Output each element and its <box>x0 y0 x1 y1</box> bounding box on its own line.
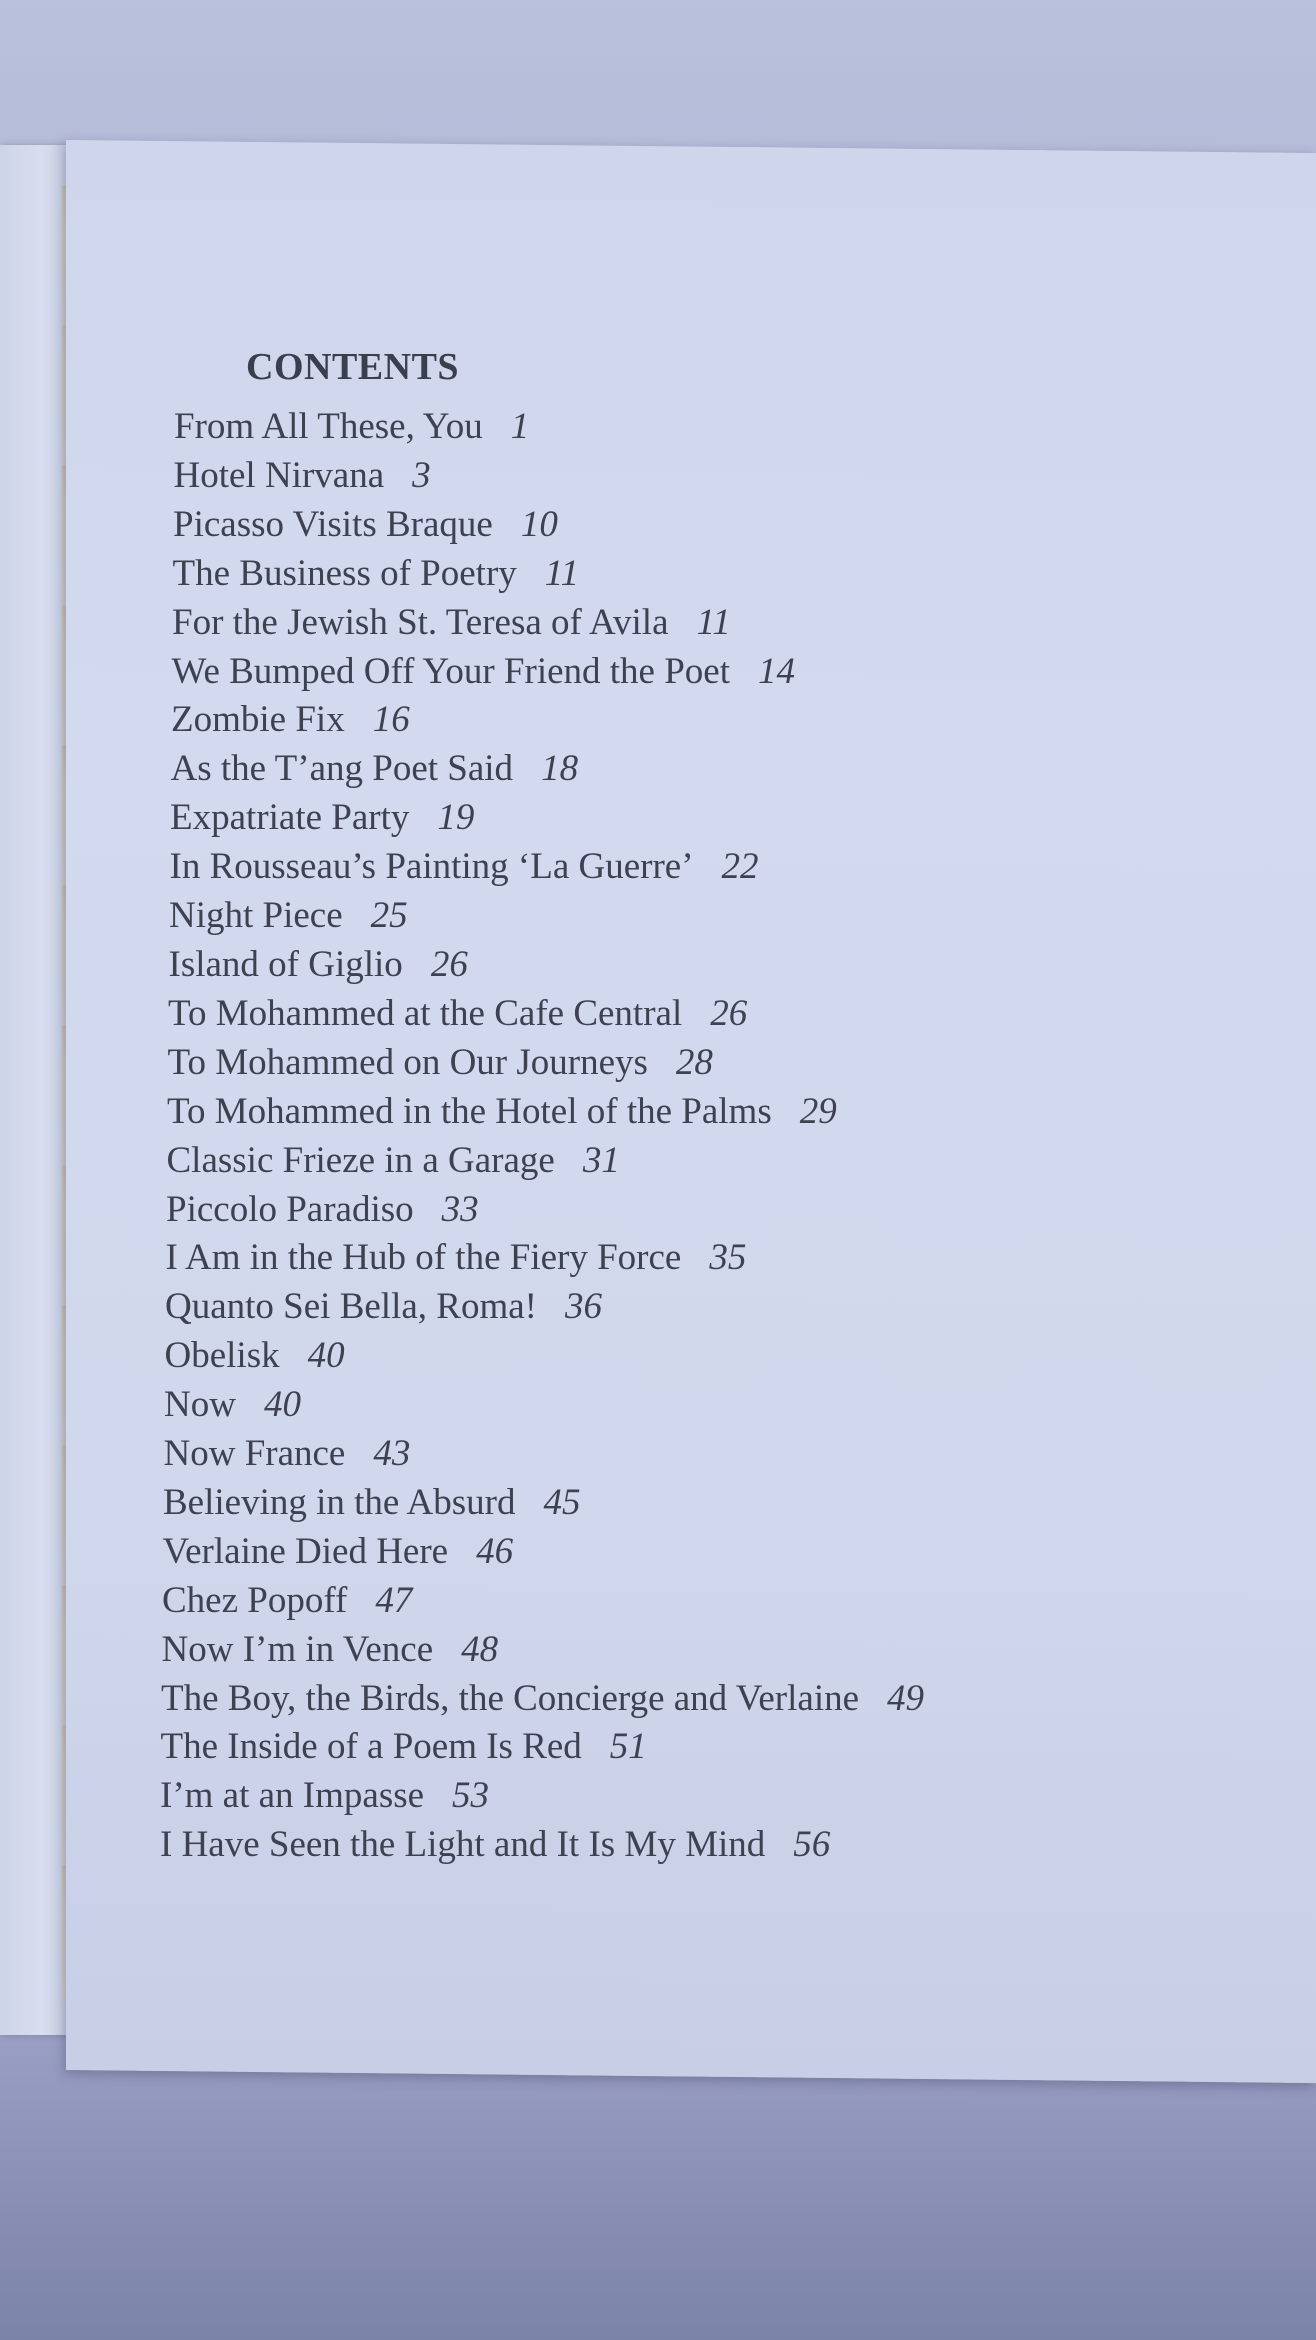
contents-entry <box>160 941 1210 990</box>
entry-title: Hotel Nirvana <box>173 454 385 496</box>
entry-title: Island of Giglio <box>168 943 403 985</box>
contents-entry <box>160 1772 1210 1821</box>
entry-title: The Boy, the Birds, the Concierge and Verlaine <box>161 1677 860 1719</box>
entry-title: To Mohammed at the Cafe Central <box>168 992 683 1034</box>
entry-page-number: 3 <box>412 454 431 496</box>
contents-entry <box>160 1723 1210 1772</box>
contents-entry <box>160 452 1210 501</box>
contents-entry <box>160 745 1210 794</box>
contents-entry <box>160 892 1210 941</box>
entry-page-number: 22 <box>721 846 759 888</box>
contents-entry <box>160 794 1210 843</box>
contents-entry <box>160 1626 1210 1675</box>
entry-title: Obelisk <box>164 1335 280 1377</box>
contents-entry <box>160 1039 1210 1088</box>
contents-section <box>160 345 1210 1870</box>
entry-page-number: 48 <box>461 1628 499 1670</box>
entry-page-number: 28 <box>675 1041 713 1083</box>
contents-entry <box>160 696 1210 745</box>
entry-page-number: 29 <box>799 1090 837 1132</box>
entry-title: To Mohammed on Our Journeys <box>167 1041 648 1083</box>
entry-page-number: 31 <box>582 1139 620 1181</box>
entry-page-number: 40 <box>263 1384 301 1426</box>
contents-entry <box>160 1821 1210 1870</box>
entry-page-number: 10 <box>520 503 558 545</box>
entry-title: Chez Popoff <box>162 1579 348 1621</box>
entry-page-number: 46 <box>476 1530 514 1572</box>
contents-entry <box>160 990 1210 1039</box>
entry-page-number: 19 <box>437 797 475 839</box>
contents-entry <box>160 1137 1210 1186</box>
contents-entry <box>160 599 1210 648</box>
contents-entry <box>160 1675 1210 1724</box>
entry-title: We Bumped Off Your Friend the Poet <box>171 650 731 692</box>
contents-entry <box>160 1283 1210 1332</box>
entry-page-number: 26 <box>430 943 468 985</box>
contents-entry <box>160 1186 1210 1235</box>
entry-page-number: 40 <box>307 1335 345 1377</box>
entry-title: As the T’ang Poet Said <box>170 748 514 790</box>
entry-title: To Mohammed in the Hotel of the Palms <box>167 1090 772 1132</box>
entry-page-number: 16 <box>372 699 410 741</box>
contents-entry <box>160 1430 1210 1479</box>
contents-entry <box>160 1234 1210 1283</box>
entry-title: Verlaine Died Here <box>162 1530 449 1572</box>
entry-page-number: 25 <box>370 895 408 937</box>
entry-title: Expatriate Party <box>170 797 410 839</box>
entry-page-number: 47 <box>375 1579 413 1621</box>
contents-entry <box>160 403 1210 452</box>
contents-entry <box>160 1479 1210 1528</box>
entry-page-number: 11 <box>696 601 731 643</box>
contents-entry <box>160 648 1210 697</box>
entry-title: Classic Frieze in a Garage <box>166 1139 555 1181</box>
entry-title: In Rousseau’s Painting ‘La Guerre’ <box>169 846 694 888</box>
entry-title: I’m at an Impasse <box>160 1775 425 1817</box>
entry-title: Night Piece <box>169 895 343 937</box>
entry-page-number: 18 <box>541 748 579 790</box>
contents-heading: CONTENTS <box>246 346 460 388</box>
entry-title: The Inside of a Poem Is Red <box>160 1726 582 1768</box>
entry-page-number: 33 <box>441 1188 479 1230</box>
contents-entry <box>160 1577 1210 1626</box>
entry-title: Now I’m in Vence <box>161 1628 434 1670</box>
entry-title: Picasso Visits Braque <box>173 503 493 545</box>
contents-list <box>160 403 1210 1870</box>
entry-page-number: 45 <box>543 1481 581 1523</box>
entry-page-number: 11 <box>544 552 580 594</box>
entry-page-number: 43 <box>373 1433 411 1475</box>
entry-page-number: 53 <box>452 1775 490 1817</box>
entry-page-number: 49 <box>887 1677 925 1719</box>
facing-page-edge <box>0 145 70 2035</box>
entry-title: Zombie Fix <box>171 699 345 741</box>
entry-title: I Have Seen the Light and It Is My Mind <box>160 1824 766 1866</box>
entry-title: Piccolo Paradiso <box>166 1188 414 1230</box>
entry-page-number: 14 <box>758 650 796 692</box>
entry-page-number: 1 <box>510 406 530 447</box>
contents-entry <box>160 501 1210 550</box>
entry-page-number: 56 <box>793 1824 831 1866</box>
contents-entry <box>160 1381 1210 1430</box>
entry-page-number: 51 <box>609 1726 647 1768</box>
entry-page-number: 36 <box>565 1286 602 1328</box>
entry-title: The Business of Poetry <box>172 552 517 594</box>
entry-title: For the Jewish St. Teresa of Avila <box>172 601 669 643</box>
contents-entry <box>160 843 1210 892</box>
entry-page-number: 26 <box>710 992 748 1034</box>
contents-entry <box>160 550 1210 599</box>
contents-entry <box>160 1528 1210 1577</box>
entry-page-number: 35 <box>709 1237 747 1279</box>
entry-title: Now <box>164 1384 236 1426</box>
contents-entry <box>160 1088 1210 1137</box>
entry-title: Believing in the Absurd <box>163 1481 516 1523</box>
contents-entry <box>160 1332 1210 1381</box>
entry-title: Quanto Sei Bella, Roma! <box>165 1286 537 1328</box>
entry-title: Now France <box>163 1433 346 1475</box>
entry-title: I Am in the Hub of the Fiery Force <box>165 1237 682 1279</box>
entry-title: From All These, You <box>174 406 483 447</box>
